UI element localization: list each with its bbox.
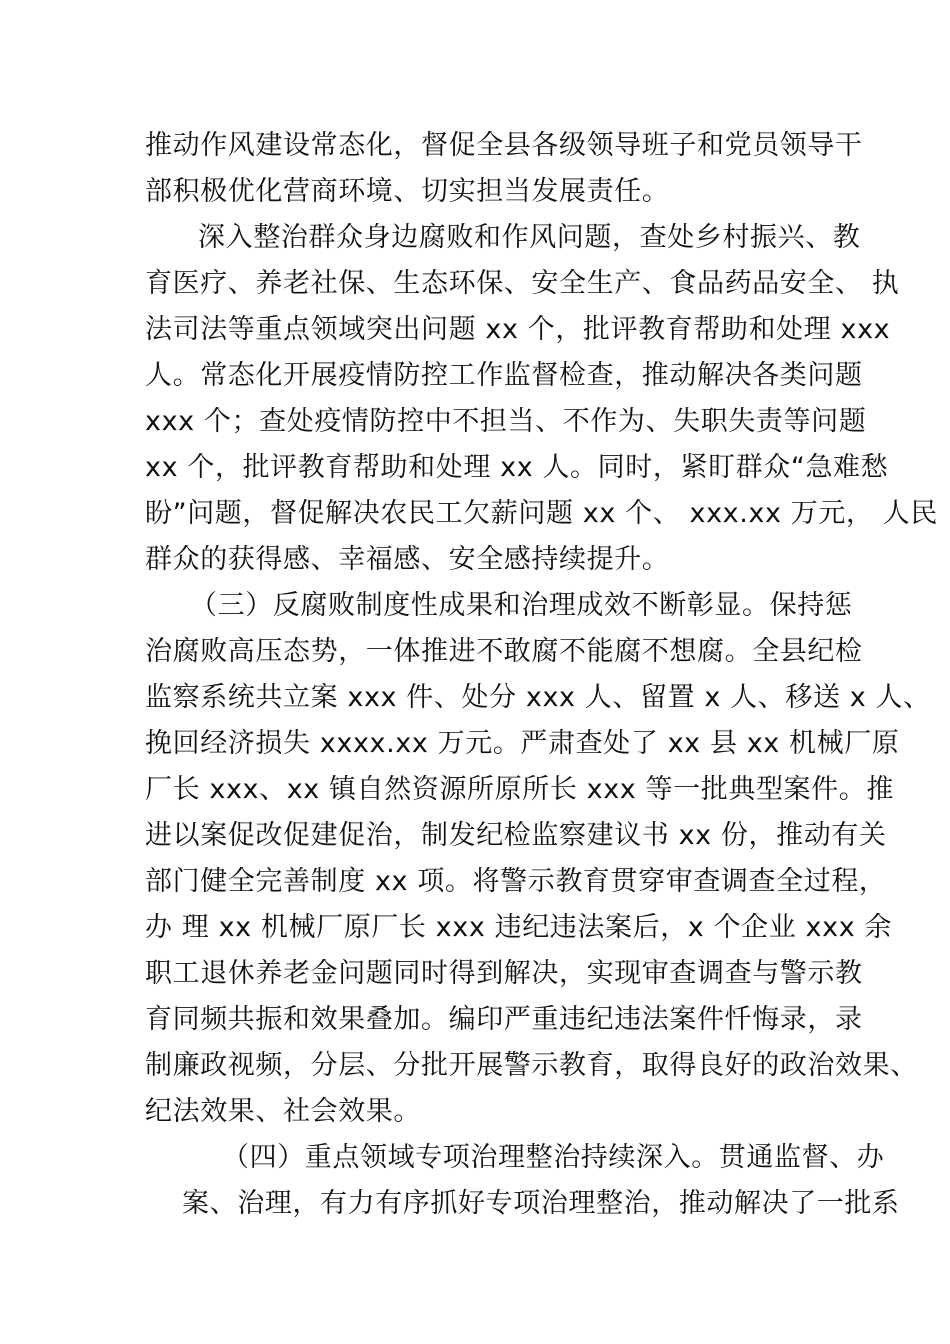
text-line: 案、治理，有力有序抓好专项治理整治，推动解决了一批系 [182,1188,900,1219]
text-line: 育同频共振和效果叠加。编印严重违纪违法案件忏悔录，录 [145,1004,863,1035]
text-line: 监察系统共立案 xxx 件、处分 xxx 人、留置 x 人、移送 x 人、 [145,682,931,713]
text-line: 治腐败高压态势，一体推进不敢腐不能腐不想腐。全县纪检 [145,636,863,667]
text-line: 育医疗、养老社保、生态环保、安全生产、食品药品安全、 执 [145,268,900,299]
text-line: 挽回经济损失 xxxx.xx 万元。严肃查处了 xx 县 xx 机械厂原 [145,728,900,759]
text-line: 纪法效果、社会效果。 [145,1096,421,1127]
text-line: xxx 个；查处疫情防控中不担当、不作为、失职失责等问题 [145,406,867,437]
text-line: xx 个，批评教育帮助和处理 xx 人。同时，紧盯群众“急难愁 [145,452,889,483]
text-line: 群众的获得感、幸福感、安全感持续提升。 [145,544,670,575]
text-line: 部门健全完善制度 xx 项。将警示教育贯穿审查调查全过程， [145,866,887,897]
text-line: 办 理 xx 机械厂原厂长 xxx 违纪违法案后，x 个企业 xxx 余 [145,912,893,943]
text-line: 职工退休养老金问题同时得到解决，实现审查调查与警示教 [145,958,863,989]
text-line: 深入整治群众身边腐败和作风问题，查处乡村振兴、教 [198,222,861,253]
section-heading-4: （四）重点领域专项治理整治持续深入。贯通监督、办 [222,1142,885,1173]
text-line: 推动作风建设常态化，督促全县各级领导班子和党员领导干 [145,130,863,161]
text-line: 法司法等重点领域突出问题 xx 个，批评教育帮助和处理 xxx [145,314,891,345]
text-line: 进以案促改促建促治，制发纪检监察建议书 xx 份，推动有关 [145,820,887,851]
text-line: 制廉政视频，分层、分批开展警示教育，取得良好的政治效果、 [145,1050,918,1081]
text-line: 人。常态化开展疫情防控工作监督检查，推动解决各类问题 [145,360,863,391]
text-line: 盼”问题，督促解决农民工欠薪问题 xx 个、 xxx.xx 万元， 人民 [145,498,938,529]
text-line: 部积极优化营商环境、切实担当发展责任。 [145,176,670,207]
section-heading-3: （三）反腐败制度性成果和治理成效不断彰显。保持惩 [190,590,853,621]
text-line: 厂长 xxx、xx 镇自然资源所原所长 xxx 等一批典型案件。推 [145,774,894,805]
